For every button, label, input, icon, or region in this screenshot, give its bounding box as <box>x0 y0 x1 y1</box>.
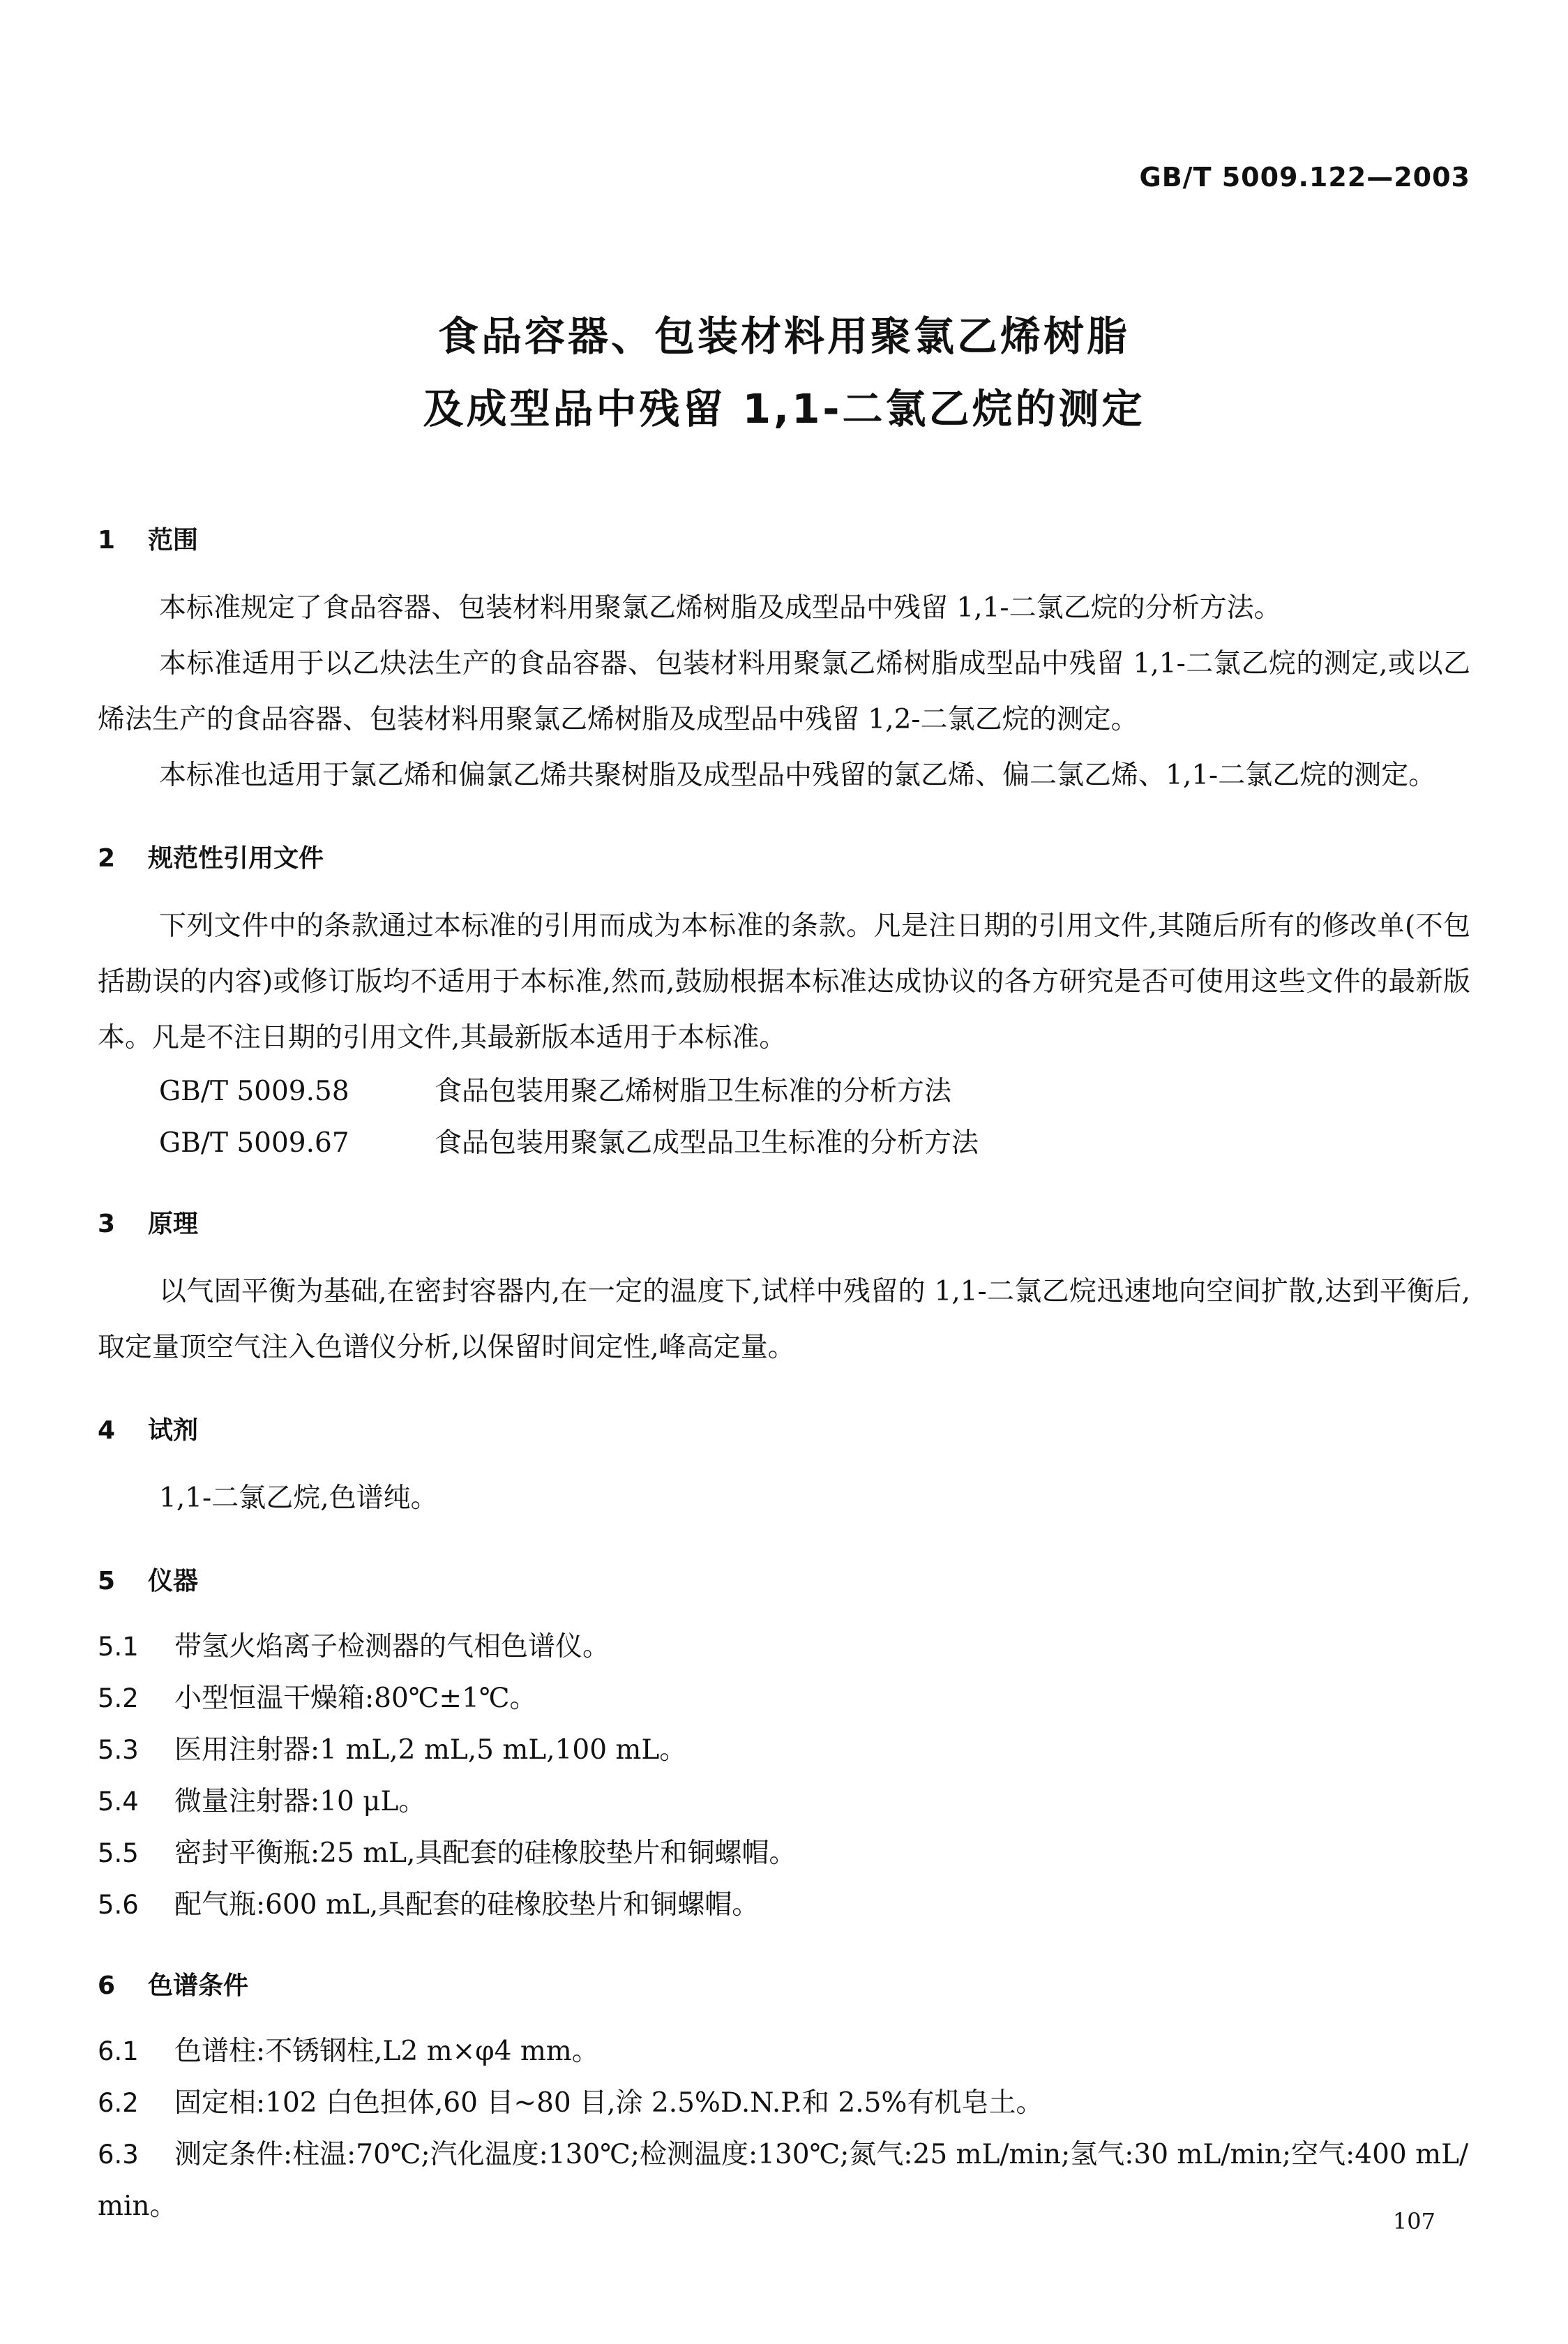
paragraph: 1,1-二氯乙烷,色谱纯。 <box>159 1482 438 1514</box>
section-number: 5 <box>98 1567 116 1595</box>
section-heading <box>98 1406 1470 1455</box>
item-text: 医用注射器:1 mL,2 mL,5 mL,100 mL。 <box>174 1734 687 1766</box>
item-text: 配气瓶:600 mL,具配套的硅橡胶垫片和铜螺帽。 <box>174 1889 760 1921</box>
document-body <box>98 516 1470 2263</box>
section-title: 仪器 <box>148 1567 199 1595</box>
reference-title: 食品包装用聚氯乙成型品卫生标准的分析方法 <box>435 1127 979 1159</box>
section-chromatographic-conditions <box>98 1962 1470 2232</box>
item-text: 小型恒温干燥箱:80℃±1℃。 <box>174 1683 537 1714</box>
section-reagents <box>98 1406 1470 1526</box>
section-title: 范围 <box>148 526 199 555</box>
list-item <box>98 1725 1470 1776</box>
item-number: 6.2 <box>98 2088 139 2118</box>
reference-code: GB/T 5009.67 <box>159 1127 349 1159</box>
section-number: 6 <box>98 1971 116 2000</box>
section-heading <box>98 1557 1470 1606</box>
list-item <box>98 1828 1470 1879</box>
list-item <box>98 1776 1470 1828</box>
section-principle <box>98 1200 1470 1376</box>
section-heading <box>98 516 1470 565</box>
item-number: 5.1 <box>98 1632 139 1662</box>
title-line-1: 食品容器、包装材料用聚氯乙烯树脂 <box>437 313 1130 360</box>
list-item <box>98 2078 1470 2129</box>
section-title: 试剂 <box>148 1416 199 1445</box>
item-number: 5.3 <box>98 1735 139 1765</box>
section-number: 1 <box>98 526 116 555</box>
list-item <box>98 2026 1470 2078</box>
list-item <box>98 2129 1470 2232</box>
reference-item <box>98 1066 1470 1118</box>
paragraph: 本标准也适用于氯乙烯和偏氯乙烯共聚树脂及成型品中残留的氯乙烯、偏二氯乙烯、1,1-二氯乙烷的测定。 <box>159 760 1436 791</box>
list-item <box>98 1879 1470 1931</box>
paragraph: 本标准规定了食品容器、包装材料用聚氯乙烯树脂及成型品中残留 1,1-二氯乙烷的分析方法。 <box>159 592 1281 624</box>
section-heading <box>98 834 1470 883</box>
item-number: 6.1 <box>98 2036 139 2066</box>
item-text: 固定相:102 白色担体,60 目~80 目,涂 2.5%D.N.P.和 2.5%有机皂土。 <box>174 2087 1043 2119</box>
list-item <box>98 1621 1470 1673</box>
document-title <box>0 300 1568 445</box>
section-number: 3 <box>98 1210 116 1238</box>
item-text: 测定条件:柱温:70℃;汽化温度:130℃;检测温度:130℃;氮气:25 mL/min;氢气:30 mL/min;空气:400 mL/min。 <box>98 2139 1469 2222</box>
reference-code: GB/T 5009.58 <box>159 1076 349 1107</box>
section-title: 色谱条件 <box>148 1971 249 2000</box>
section-number: 2 <box>98 844 116 873</box>
reference-title: 食品包装用聚乙烯树脂卫生标准的分析方法 <box>435 1076 952 1107</box>
section-title: 规范性引用文件 <box>148 844 324 873</box>
section-heading <box>98 1200 1470 1249</box>
section-normative-references <box>98 834 1470 1169</box>
section-number: 4 <box>98 1416 116 1445</box>
title-line-2: 及成型品中残留 1,1-二氯乙烷的测定 <box>423 385 1145 433</box>
section-heading <box>98 1962 1470 2011</box>
paragraph: 下列文件中的条款通过本标准的引用而成为本标准的条款。凡是注日期的引用文件,其随后所有的修改单(不包括勘误的内容)或修订版均不适用于本标准,然而,鼓励根据本标准达成协议的各方研究是否可使用这些文件的最新版本。凡是不注日期的引用文件,其最新版本适用于本标准。 <box>98 910 1470 1053</box>
item-text: 密封平衡瓶:25 mL,具配套的硅橡胶垫片和铜螺帽。 <box>174 1838 797 1869</box>
section-scope <box>98 516 1470 804</box>
item-text: 色谱柱:不锈钢柱,L2 m×φ4 mm。 <box>174 2036 599 2067</box>
list-item <box>98 1673 1470 1725</box>
item-text: 带氢火焰离子检测器的气相色谱仪。 <box>174 1631 610 1662</box>
item-number: 5.2 <box>98 1683 139 1713</box>
section-apparatus <box>98 1557 1470 1931</box>
page-number: 107 <box>1392 2208 1435 2234</box>
section-title: 原理 <box>148 1210 199 1238</box>
item-number: 5.5 <box>98 1838 139 1868</box>
item-number: 6.3 <box>98 2140 139 2170</box>
item-text: 微量注射器:10 μL。 <box>174 1786 426 1817</box>
standard-code: GB/T 5009.122—2003 <box>1139 162 1470 193</box>
paragraph: 本标准适用于以乙炔法生产的食品容器、包装材料用聚氯乙烯树脂成型品中残留 1,1-二氯乙烷的测定,或以乙烯法生产的食品容器、包装材料用聚氯乙烯树脂及成型品中残留 1,2-二氯乙烷的测定。 <box>98 648 1470 735</box>
reference-item <box>98 1118 1470 1169</box>
item-number: 5.6 <box>98 1890 139 1920</box>
item-number: 5.4 <box>98 1787 139 1817</box>
paragraph: 以气固平衡为基础,在密封容器内,在一定的温度下,试样中残留的 1,1-二氯乙烷迅速地向空间扩散,达到平衡后,取定量顶空气注入色谱仪分析,以保留时间定性,峰高定量。 <box>98 1276 1470 1363</box>
